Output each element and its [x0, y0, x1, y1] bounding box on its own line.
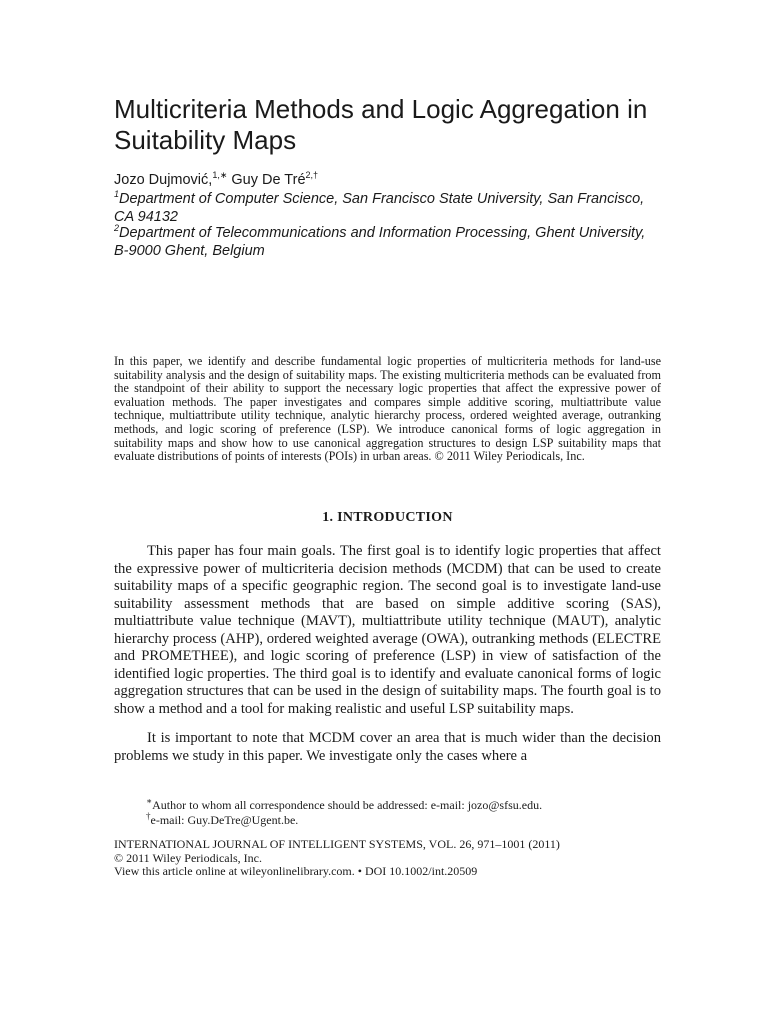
body-paragraph: This paper has four main goals. The first goal is to identify logic properties that affect the expressive power of multicriteria decision methods (MCDM) that can be used to create suitability maps of a specific geographic region. The second goal is to investigate land-use suitability assessment methods that are based on simple additive scoring (SAS), multiattribute value technique (MAVT), multiattribute utility technique (MAUT), analytic hierarchy process (AHP), ordered weighted average (OWA), outranking methods (ELECTRE and PROMETHEE), and logic scoring of preference (LSP) in view of satisfaction of the identified logic properties. The third goal is to identify and evaluate canonical forms of logic aggregation structures that can be used in the design of suitability maps. The fourth goal is to show a method and a tool for making realistic and useful LSP suitability maps. [114, 543, 661, 717]
footnote-2 [146, 813, 298, 827]
footnote-text: Author to whom all correspondence should be addressed: e-mail: jozo@sfsu.edu. [152, 798, 543, 812]
affiliation-1 [114, 190, 654, 226]
author-marks: 1,∗ [212, 170, 228, 181]
footnote-mark: ∗ [146, 796, 153, 806]
journal-citation: INTERNATIONAL JOURNAL OF INTELLIGENT SYSTEMS, VOL. 26, 971–1001 (2011) [114, 837, 560, 851]
footnote-text: e-mail: Guy.DeTre@Ugent.be. [150, 813, 299, 827]
paper-title: Multicriteria Methods and Logic Aggregation in Suitability Maps [114, 94, 648, 155]
section-heading: 1. INTRODUCTION [322, 510, 453, 525]
body-paragraph: It is important to note that MCDM cover an area that is much wider than the decision problems we study in this paper. We investigate only the cases where a [114, 730, 661, 764]
affiliation-mark: 2 [114, 223, 120, 234]
footnote-mark: † [146, 811, 151, 821]
affiliation-text: Department of Telecommunications and Information Processing, Ghent University, B-9000 Ghent, Belgium [114, 225, 646, 259]
author-line [114, 171, 654, 189]
affiliation-text: Department of Computer Science, San Francisco State University, San Francisco, CA 94132 [114, 191, 645, 225]
affiliation-mark: 1 [114, 189, 120, 200]
author-name: Jozo Dujmović, [114, 172, 213, 188]
footnote-1 [146, 798, 542, 812]
author-name: Guy De Tré [227, 172, 306, 188]
abstract: In this paper, we identify and describe fundamental logic properties of multicriteria methods for land-use suitability analysis and the design of suitability maps. The existing multicriteria methods can be evaluated from the standpoint of their ability to support the necessary logic properties that affect the expressive power of evaluation methods. The paper investigates and compares simple additive scoring, multiattribute value technique, multiattribute utility technique, analytic hierarchy process, ordered weighted average, outranking methods, and logic scoring of preference (LSP). We introduce canonical forms of logic aggregation in suitability maps and show how to use canonical aggregation structures to design LSP suitability maps that evaluate distributions of points of interests (POIs) in urban areas. © 2011 Wiley Periodicals, Inc. [114, 354, 661, 464]
affiliation-2 [114, 224, 654, 260]
journal-info [114, 838, 674, 879]
doi-line: View this article online at wileyonlinelibrary.com. • DOI 10.1002/int.20509 [114, 864, 478, 878]
copyright-line: © 2011 Wiley Periodicals, Inc. [114, 850, 262, 865]
author-marks: 2,† [305, 170, 319, 181]
